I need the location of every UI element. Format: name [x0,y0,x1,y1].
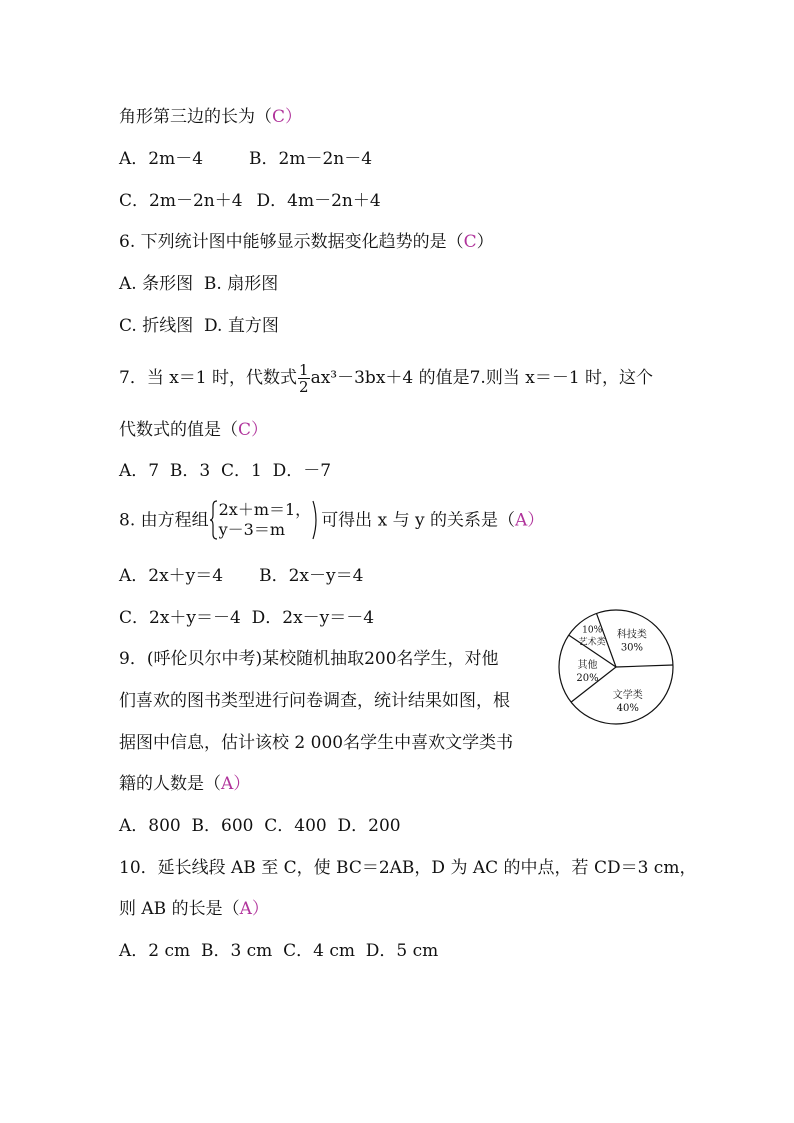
slice-percent: 40% [616,702,639,714]
slice-category: 其他 [577,659,598,671]
question-text: 9．(呼伦贝尔中考)某校随机抽取200名学生，对他 [119,649,499,669]
question-text: 则 AB 的长是（ [119,899,240,919]
question-text: 可得出 x 与 y 的关系是（ [321,510,515,531]
options: C. 折线图 D. 直方图 [119,316,279,336]
question-text: 们喜欢的图书类型进行问卷调查，统计结果如图，根 [119,691,510,711]
equation-system [209,500,322,542]
fraction-numerator: 1 [299,361,309,379]
fraction [298,362,310,395]
option-a: A．2m－4 [119,149,204,169]
question-text: 籍的人数是（ [119,774,221,794]
option-b: B．2x－y＝4 [259,566,364,586]
answer: C [463,232,477,252]
options: A. 条形图 B. 扇形图 [119,274,279,294]
q10-stem-1 [119,856,696,880]
pie-slice-label [617,627,647,653]
answer-paren: ） [527,510,545,531]
q7-stem [119,362,653,395]
answer: A [221,774,234,794]
q5-continuation [119,105,302,129]
equation-1: 2x＋m＝1， [218,500,312,519]
q6-stem [119,230,494,254]
q7-options [119,459,331,483]
question-text: 6. 下列统计图中能够显示数据变化趋势的是（ [119,232,464,252]
q10-stem-2 [119,897,269,921]
answer: C [272,107,286,127]
q9-stem-3 [119,731,513,755]
q9-stem-2 [119,689,510,713]
options: A．7 B．3 C．1 D．－7 [119,461,332,481]
answer-paren: ） [233,774,251,794]
q8-options-cd [119,606,374,630]
slice-category: 科技类 [616,629,647,641]
q8-options-ab [119,564,363,588]
slice-percent: 20% [576,672,599,684]
slice-percent: 30% [620,642,644,654]
left-brace-icon [209,500,219,540]
options: A．2 cm B．3 cm C．4 cm D．5 cm [119,941,439,961]
slice-percent: 10% [582,625,603,636]
answer-paren: ） [251,899,269,919]
q5-options-ab [119,147,372,171]
q9-stem-4 [119,772,250,796]
answer-paren: ） [285,107,303,127]
question-text: 7．当 x＝1 时，代数式 [119,368,298,388]
answer: A [515,510,528,531]
question-text: ax³－3bx＋4 的值是7.则当 x＝－1 时，这个 [310,368,654,388]
q9-options [119,814,401,838]
q10-options [119,939,438,963]
equation-2: y－3＝m [218,520,286,539]
option-c: C．2m－2n＋4 [119,191,243,211]
option-b: B．2m－2n－4 [249,149,373,169]
q8-stem [119,500,544,542]
answer: C [238,420,252,440]
q5-options-cd [119,189,381,213]
options: A．800 B．600 C．400 D．200 [119,816,401,836]
pie-slice-label [576,658,598,684]
q9-stem-1 [119,647,499,671]
slice-category: 文学类 [612,689,643,701]
answer-paren: ） [476,232,494,252]
answer: A [239,899,252,919]
right-paren-icon [311,500,321,540]
options: C．2x＋y＝－4 D．2x－y＝－4 [119,608,375,628]
fraction-denominator: 2 [299,378,309,396]
q6-options-cd [119,314,279,338]
q6-options-ab [119,272,278,296]
slice-category: 艺术类 [578,637,606,648]
question-text: 据图中信息，估计该校 2 000名学生中喜欢文学类书 [119,733,514,753]
question-text: 10．延长线段 AB 至 C，使 BC＝2AB，D 为 AC 的中点，若 CD＝3 cm， [119,858,697,878]
q7-stem-cont [119,418,268,442]
question-text: 代数式的值是（ [119,420,238,440]
question-text: 8. 由方程组 [119,510,209,531]
option-d: D．4m－2n＋4 [256,191,381,211]
question-text: 角形第三边的长为（ [119,107,272,127]
option-a: A．2x＋y＝4 [119,566,224,586]
book-type-pie-chart [556,607,676,727]
answer-paren: ） [251,420,269,440]
